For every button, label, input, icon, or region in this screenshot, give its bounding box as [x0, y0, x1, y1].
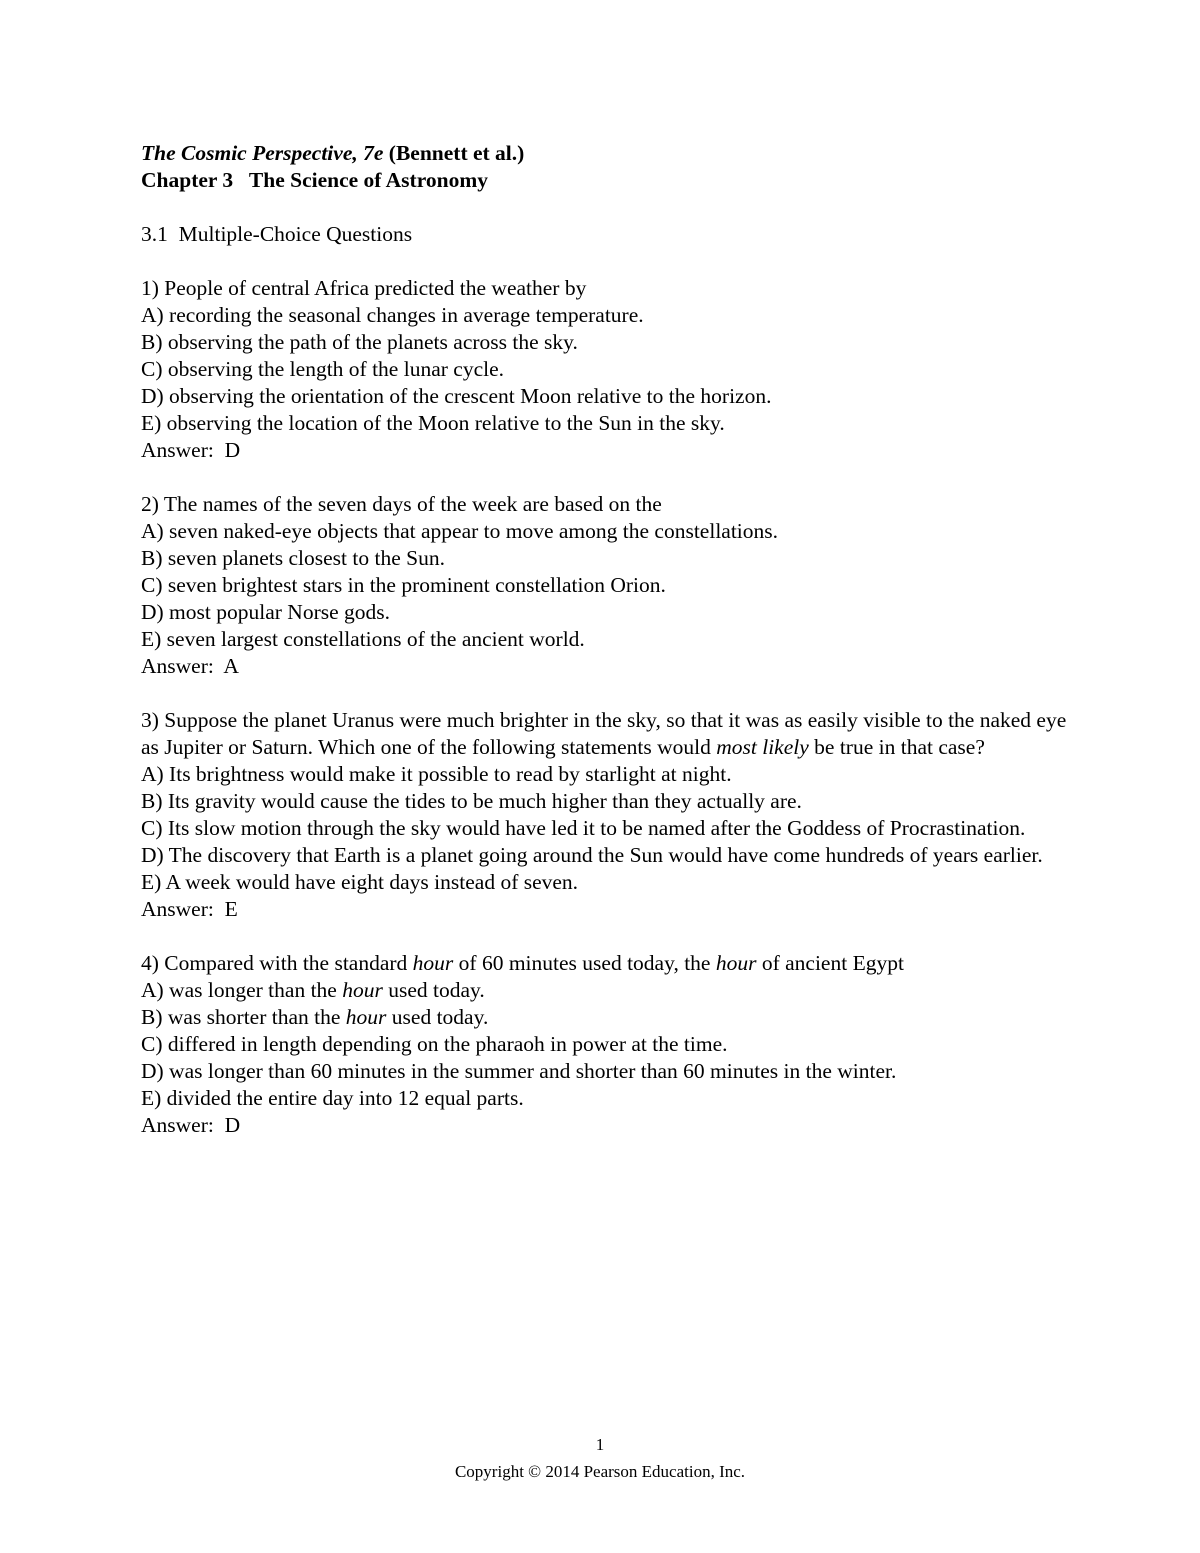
option-d: D) The discovery that Earth is a planet going around the Sun would have come hundreds of years earlier.	[141, 843, 1043, 867]
option-c: C) Its slow motion through the sky would have led it to be named after the Goddess of Procrastination.	[141, 816, 1026, 840]
question-stem: 2) The names of the seven days of the week are based on the	[141, 492, 662, 516]
book-title: The Cosmic Perspective, 7e	[141, 141, 384, 165]
option-e: E) divided the entire day into 12 equal parts.	[141, 1086, 524, 1110]
question-stem	[141, 707, 1071, 761]
option-a: A) recording the seasonal changes in average temperature.	[141, 303, 644, 327]
answer: Answer: D	[141, 1113, 241, 1137]
question-4	[141, 950, 1071, 1139]
spacer	[141, 194, 1071, 221]
option-d: D) observing the orientation of the crescent Moon relative to the horizon.	[141, 384, 772, 408]
option-d: D) was longer than 60 minutes in the summer and shorter than 60 minutes in the winter.	[141, 1059, 897, 1083]
option-emphasis: hour	[345, 1005, 387, 1029]
option-a: A) seven naked-eye objects that appear to move among the constellations.	[141, 519, 779, 543]
option-text: B) was shorter than the	[141, 1005, 346, 1029]
option-d: D) most popular Norse gods.	[141, 600, 391, 624]
spacer	[141, 464, 1071, 491]
option-c: C) seven brightest stars in the prominent constellation Orion.	[141, 573, 666, 597]
option-text: used today.	[386, 1005, 489, 1029]
question-2	[141, 491, 1071, 680]
option-text: A) was longer than the	[141, 978, 343, 1002]
spacer	[141, 680, 1071, 707]
option-b	[141, 1004, 1071, 1031]
question-stem	[141, 950, 1071, 977]
option-text: used today.	[382, 978, 485, 1002]
stem-emphasis: most likely	[716, 735, 809, 759]
answer: Answer: A	[141, 654, 239, 678]
spacer	[141, 248, 1071, 275]
question-stem: 1) People of central Africa predicted the weather by	[141, 276, 587, 300]
stem-text: 3) Suppose the planet Uranus were much brighter in the sky, so that it was as easily visible to the naked eye as Jupiter or Saturn. Which one of the following statements would	[141, 708, 1067, 759]
option-a	[141, 977, 1071, 1004]
stem-text: 4) Compared with the standard	[141, 951, 413, 975]
stem-text: of 60 minutes used today, the	[453, 951, 716, 975]
book-heading	[141, 140, 1071, 167]
page-number: 1	[595, 1435, 605, 1454]
page-content	[141, 140, 1071, 1139]
option-e: E) seven largest constellations of the ancient world.	[141, 627, 585, 651]
question-1	[141, 275, 1071, 464]
question-3	[141, 707, 1071, 923]
option-e: E) observing the location of the Moon relative to the Sun in the sky.	[141, 411, 725, 435]
copyright-notice: Copyright © 2014 Pearson Education, Inc.	[454, 1462, 746, 1481]
option-b: B) Its gravity would cause the tides to be much higher than they actually are.	[141, 789, 802, 813]
option-c: C) observing the length of the lunar cycle.	[141, 357, 505, 381]
book-authors: (Bennett et al.)	[383, 141, 525, 165]
option-emphasis: hour	[342, 978, 383, 1002]
spacer	[141, 923, 1071, 950]
section-title: 3.1 Multiple-Choice Questions	[141, 222, 413, 246]
option-a: A) Its brightness would make it possible to read by starlight at night.	[141, 762, 732, 786]
stem-text: be true in that case?	[808, 735, 985, 759]
option-b: B) observing the path of the planets across the sky.	[141, 330, 578, 354]
answer: Answer: E	[141, 897, 238, 921]
chapter-heading: Chapter 3 The Science of Astronomy	[141, 168, 488, 192]
stem-emphasis: hour	[412, 951, 454, 975]
stem-text: of ancient Egypt	[756, 951, 904, 975]
answer: Answer: D	[141, 438, 241, 462]
option-e: E) A week would have eight days instead of seven.	[141, 870, 579, 894]
option-c: C) differed in length depending on the pharaoh in power at the time.	[141, 1032, 728, 1056]
option-b: B) seven planets closest to the Sun.	[141, 546, 445, 570]
stem-emphasis: hour	[715, 951, 757, 975]
